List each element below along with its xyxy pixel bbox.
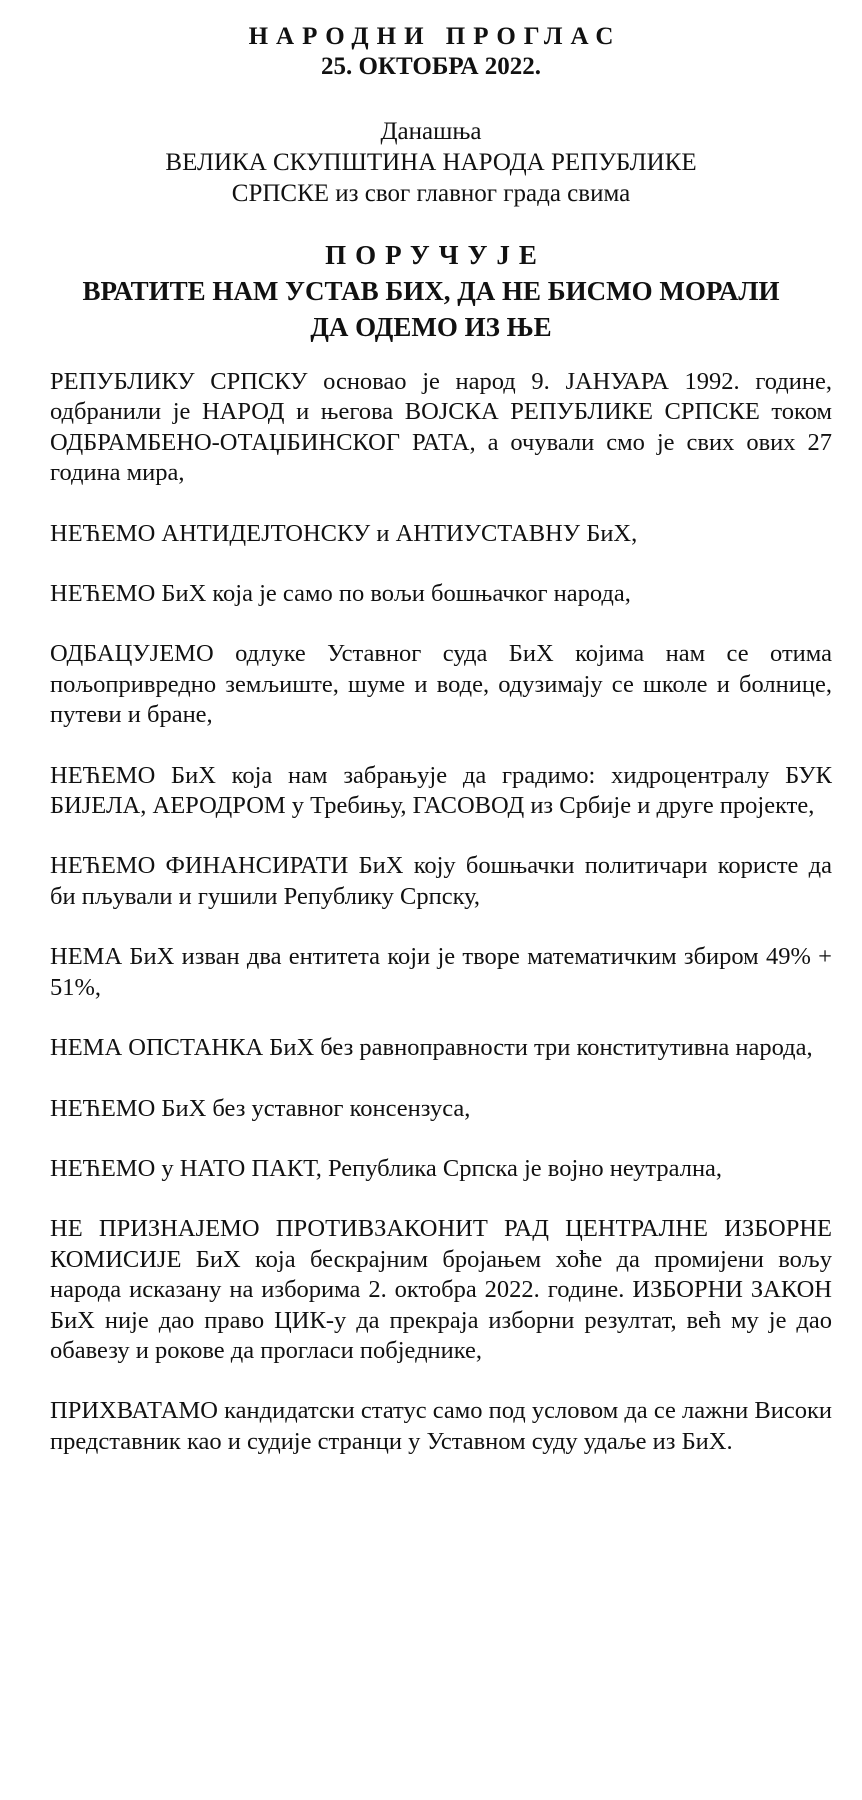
paragraph: НЕЋЕМО БиХ без уставног консензуса, <box>50 1094 471 1122</box>
document-header <box>0 22 862 82</box>
intro-line-2: ВЕЛИКА СКУПШТИНА НАРОДА РЕПУБЛИКЕ <box>165 149 697 176</box>
slogan-block <box>48 237 814 345</box>
paragraph: НЕЋЕМО БиХ која нам забрањује да градимо: хидроцентралу БУК БИЈЕЛА, АЕРОДРОМ у Требињу, ГАСОВОД из Србије и друге пројекте, <box>50 761 832 820</box>
paragraph: НЕ ПРИЗНАЈЕМО ПРОТИВЗАКОНИТ РАД ЦЕНТРАЛНЕ ИЗБОРНЕ КОМИСИЈЕ БиХ која бескрајним бројањем хоће да промијени вољу народа исказану на изборима 2. октобра 2022. године. ИЗБОРНИ ЗАКОН БиХ није дао право ЦИК-у да прекраја изборни резултат, већ му је дао обавезу и рокове да прогласи побједнике, <box>50 1215 832 1364</box>
intro-line-1: Данашња <box>380 118 482 145</box>
slogan-line-1: ВРАТИТЕ НАМ УСТАВ БИХ, ДА НЕ БИСМО МОРАЛИ <box>82 276 780 306</box>
paragraph: НЕЋЕМО АНТИДЕЈТОНСКУ и АНТИУСТАВНУ БиХ, <box>50 519 638 547</box>
paragraph: РЕПУБЛИКУ СРПСКУ основао је народ 9. ЈАНУАРА 1992. године, одбранили је НАРОД и његова ВОЈСКА РЕПУБЛИКЕ СРПСКЕ током ОДБРАМБЕНО-ОТАЏБИНСКОГ РАТА, а очували смо је свих ових 27 година мира, <box>50 368 832 487</box>
paragraph: ОДБАЦУЈЕМО одлуке Уставног суда БиХ којима нам се отима пољопривредно земљиште, шуме и воде, одузимају се школе и болнице, путеви и бране, <box>50 640 832 729</box>
document-body <box>50 367 832 1457</box>
paragraph: НЕМА БиХ изван два ентитета који је творе математичким збиром 49% + 51%, <box>50 943 832 1001</box>
paragraph: НЕМА ОПСТАНКА БиХ без равноправности три конститутивна народа, <box>50 1034 813 1062</box>
paragraph: ПРИХВАТАМО кандидатски статус само под условом да се лажни Високи представник као и судије странци у Уставном суду удаље из БиХ. <box>50 1397 832 1455</box>
paragraph: НЕЋЕМО у НАТО ПАКТ, Република Српска је војно неутрална, <box>50 1154 723 1182</box>
document-date: 25. ОКТОБРА 2022. <box>320 53 542 80</box>
document-title: НАРОДНИ ПРОГЛАС <box>248 23 622 50</box>
intro-line-3: СРПСКЕ из свог главног града свима <box>231 180 631 207</box>
paragraph: НЕЋЕМО ФИНАНСИРАТИ БиХ коју бошњачки политичари користе да би пљували и гушили Републику Српску, <box>50 852 832 910</box>
paragraph: НЕЋЕМО БиХ која је само по вољи бошњачког народа, <box>50 580 631 608</box>
slogan-verb: ПОРУЧУЈЕ <box>325 240 546 270</box>
slogan-line-2: ДА ОДЕМО ИЗ ЊЕ <box>310 312 552 342</box>
intro-block <box>0 116 862 209</box>
